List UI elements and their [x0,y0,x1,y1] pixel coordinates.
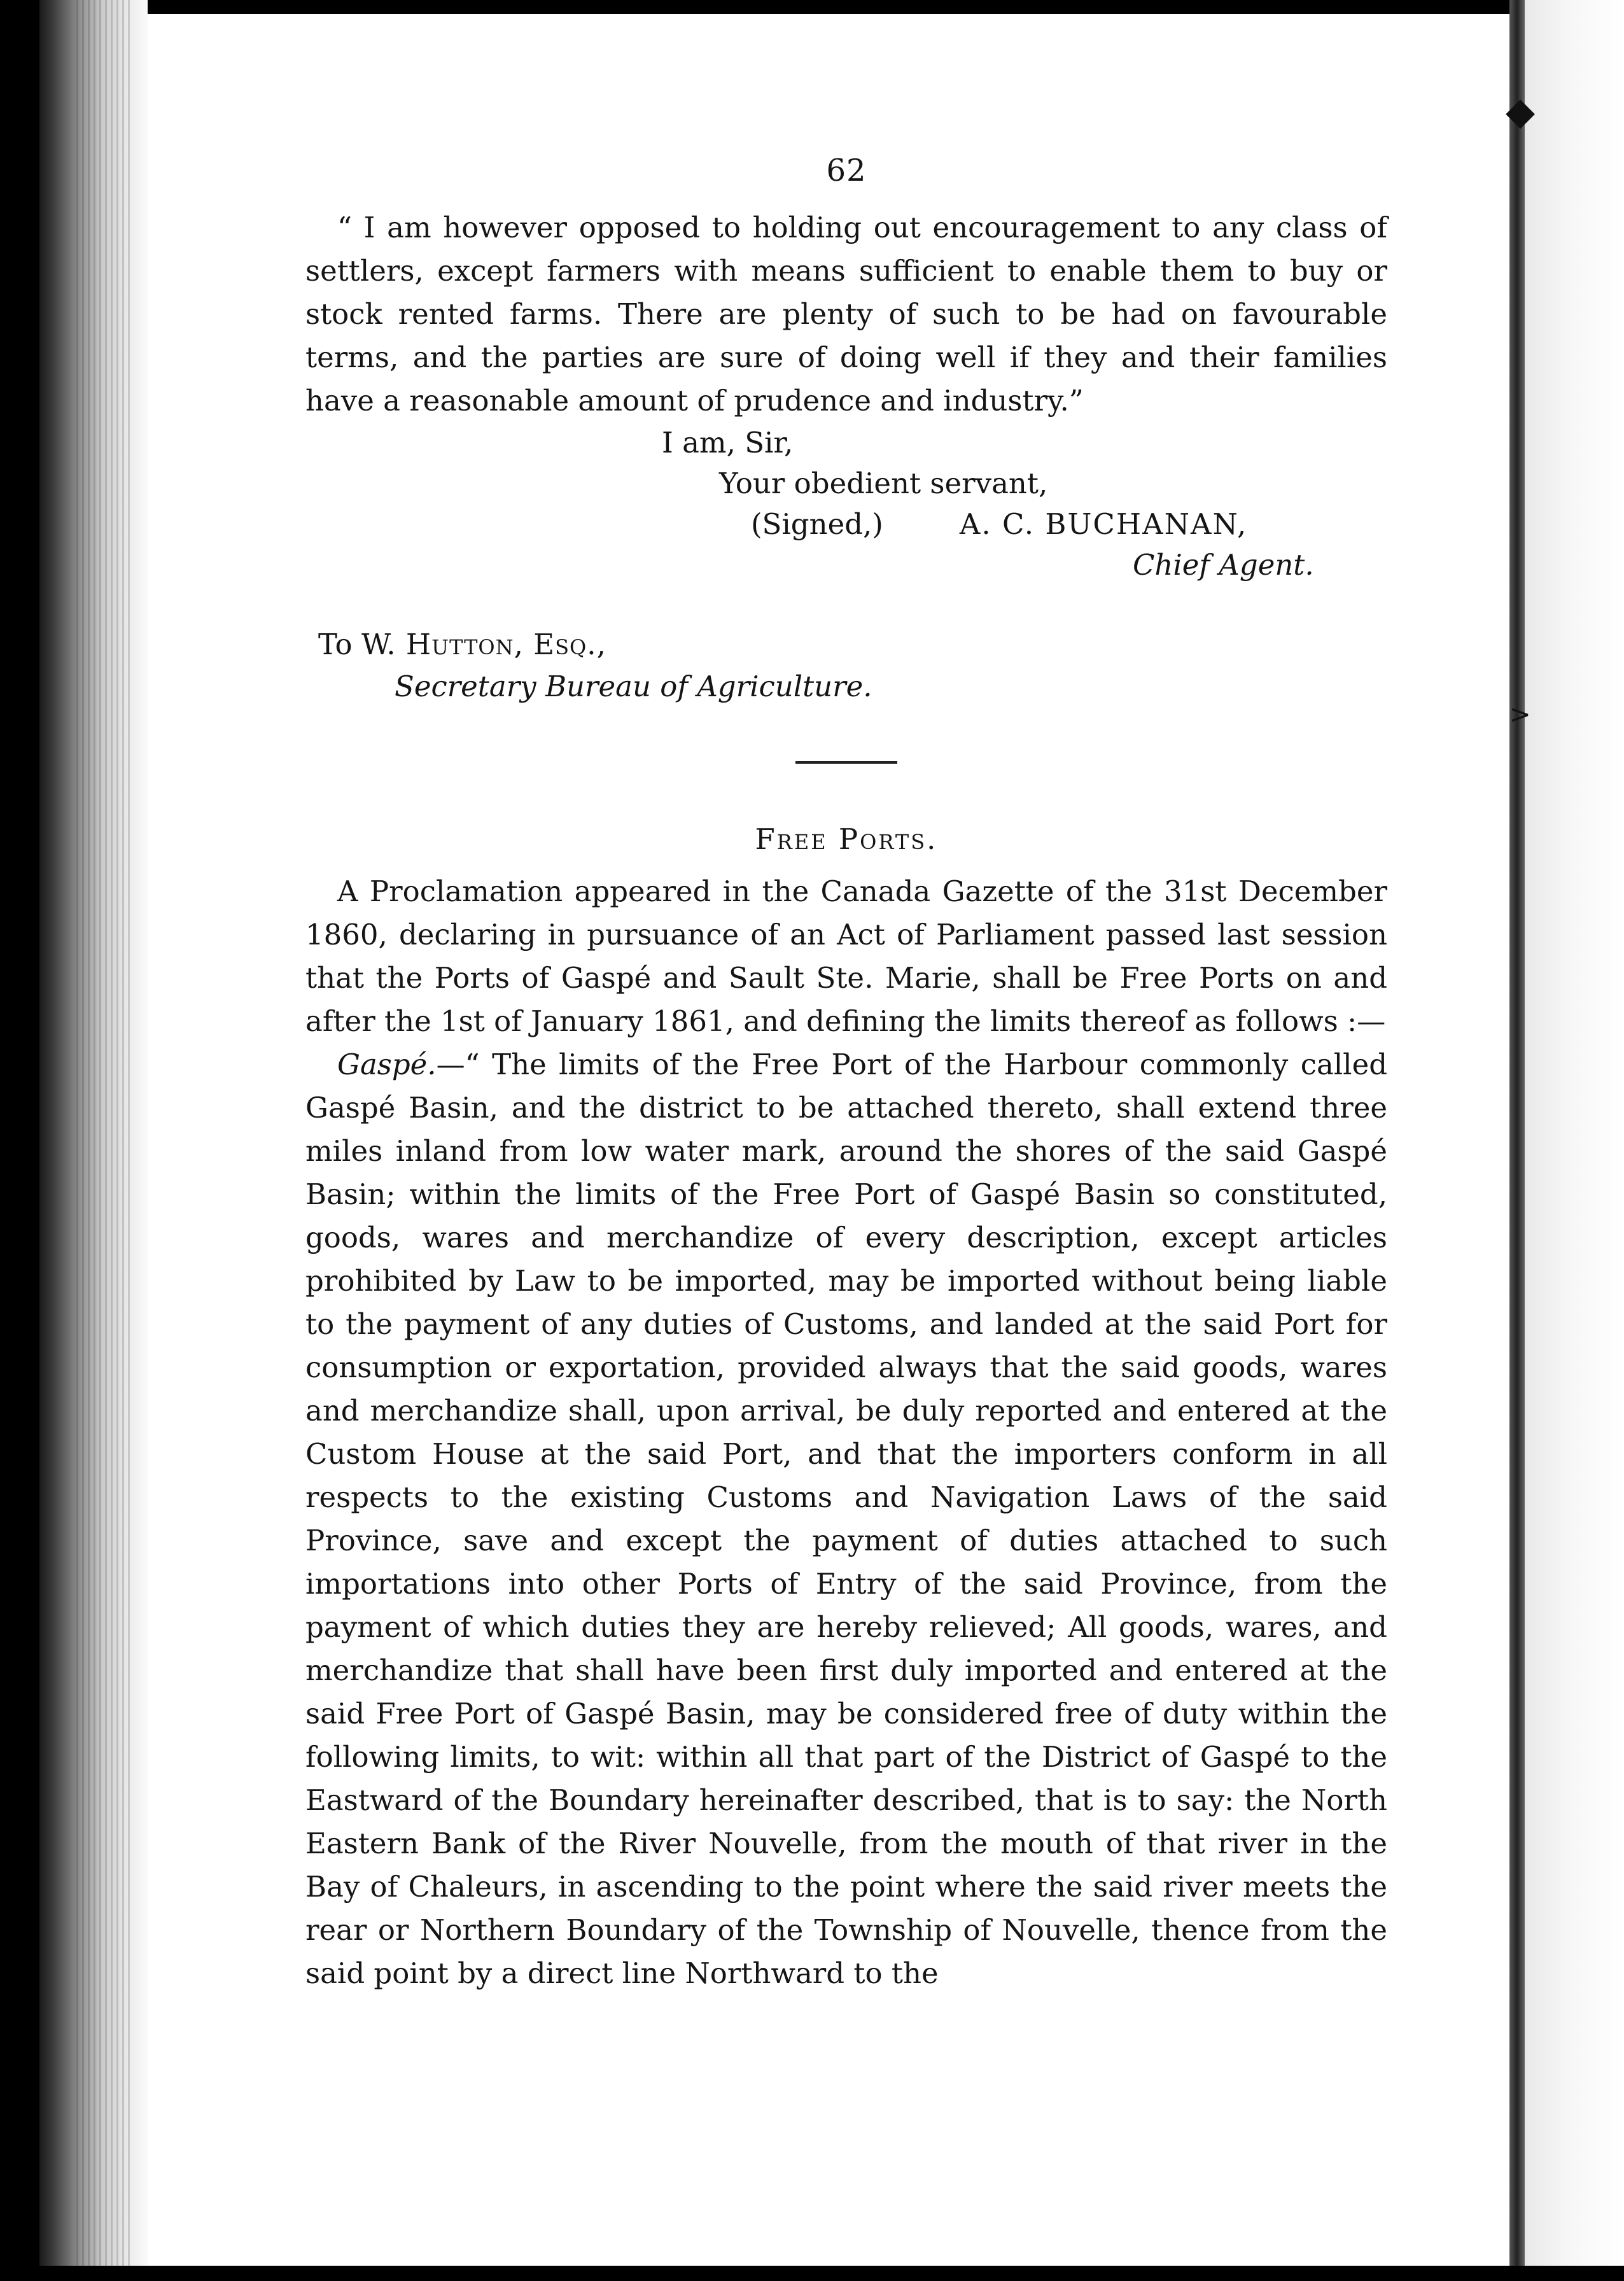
scan-left-border [0,0,39,2281]
closing-salutation: I am, Sir, [662,426,794,460]
signatory-name: A. C. BUCHANAN, [959,507,1248,541]
section-title: Free Ports. [755,822,938,856]
addressee [305,624,1387,666]
book-page [305,153,1387,1995]
addressee-office: Secretary Bureau of Agriculture. [395,670,872,703]
closing-servant: Your obedient servant, [719,467,1048,500]
binding-mark-top: ◆ [1506,89,1536,134]
gaspe-label: Gaspé. [337,1048,437,1081]
gaspe-text: —“ The limits of the Free Port of the Harbour commonly called Gaspé Basin, and the district to be attached thereto, shall extend three miles inland from low water mark, around the shores of the said Gaspé Basin; within the limits of the Free Port of Gaspé Basin so constituted, goods, wares and merchandize of every description, except articles prohibited by Law to be imported, may be imported without being liable to the payment of any duties of Customs, and landed at the said Port for consumption or exportation, provided always that the said goods, wares and merchandize shall, upon arrival, be duly reported and entered at the Custom House at the said Port, and that the importers conform in all respects to the existing Customs and Navigation Laws of the said Province, save and except the payment of duties attached to such importations into other Ports of Entry of the said Province, from the payment of which duties they are hereby relieved; All goods, wares, and merchandize that shall have been first duly imported and entered at the said Free Port of Gaspé Basin, may be considered free of duty within the following limits, to wit: within all that part of the District of Gaspé to the Eastward of the Boundary hereinafter described, that is to say: the North Eastern Bank of the River Nouvelle, from the mouth of that river in the Bay of Chaleurs, in ascending to the point where the said river meets the rear or Northern Boundary of the Township of Nouvelle, thence from the said point by a direct line Northward to the [305,1048,1387,1990]
letter-quote: “ I am however opposed to holding out encouragement to any class of settlers, except farmers with means sufficient to enable them to buy or stock rented farms. There are plenty of such to be had on favourable terms, and the parties are sure of doing well if they and their families have a reasonable amount of prudence and industry.” [305,211,1387,418]
signed-label: (Signed,) [751,507,883,541]
scan-top-border [0,0,1624,14]
page-edges [76,0,134,2281]
right-gutter [1509,0,1525,2281]
signature-line [305,504,1387,545]
page-number: 62 [826,153,867,188]
binding-mark-middle: > [1509,700,1531,729]
addressee-name: W. Hutton, Esq., [361,628,606,661]
gaspe-paragraph [305,1043,1387,1995]
section-divider [795,761,897,764]
signatory-title: Chief Agent. [1133,548,1314,582]
scan-bottom-border [0,2266,1624,2281]
addressee-to: To [318,628,353,661]
facing-page-edge [1525,0,1624,2281]
proclamation-paragraph: A Proclamation appeared in the Canada Gazette of the 31st December 1860, declaring in pursuance of an Act of Parliament passed last session that the Ports of Gaspé and Sault Ste. Marie, shall be Free Ports on and after the 1st of January 1861, and defining the limits thereof as follows :— [305,874,1387,1038]
